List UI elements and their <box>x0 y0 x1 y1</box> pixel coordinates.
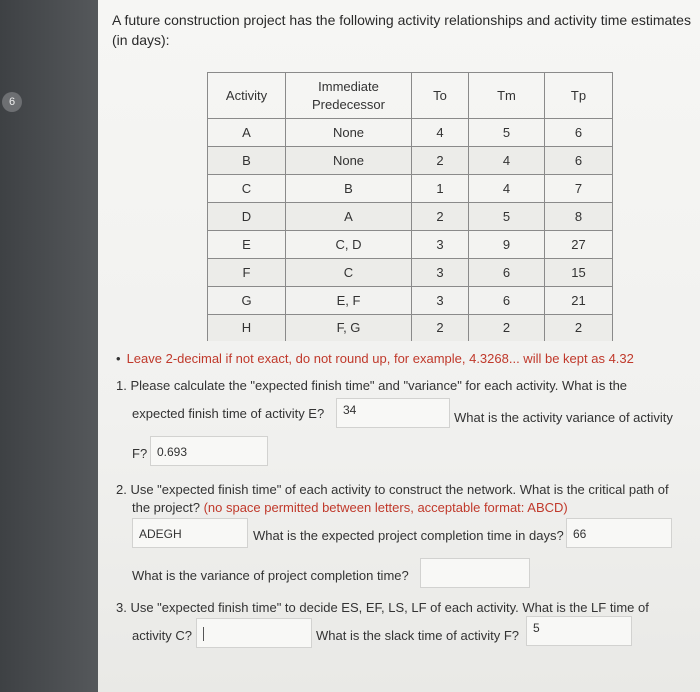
cell-predecessor: C, D <box>286 231 412 259</box>
cell-predecessor: A <box>286 203 412 231</box>
table-row <box>208 287 613 315</box>
cell-tp: 7 <box>545 175 613 203</box>
answer-e-input[interactable]: 34 <box>336 398 450 428</box>
header-tm: Tm <box>469 73 545 119</box>
answer-path-input[interactable]: ADEGH <box>132 518 248 548</box>
header-activity: Activity <box>208 73 286 119</box>
q3-slack-label: What is the slack time of activity F? <box>316 628 520 643</box>
cell-tp: 6 <box>545 147 613 175</box>
table-row <box>208 231 613 259</box>
cell-activity: H <box>208 315 286 341</box>
table-header-row <box>208 73 613 119</box>
cell-tm: 4 <box>469 175 545 203</box>
table-row <box>208 147 613 175</box>
note-text: Leave 2-decimal if not exact, do not round up, for example, 4.3268... will be kept as 4.32 <box>126 351 634 366</box>
bullet-dot: • <box>116 351 121 366</box>
cell-to: 3 <box>412 231 469 259</box>
cell-tm: 5 <box>469 119 545 147</box>
q1-e-label: expected finish time of activity E? <box>132 406 325 421</box>
q3-text: 3. Use "expected finish time" to decide ES, EF, LS, LF of each activity. What is the LF time of <box>116 600 649 615</box>
cell-activity: D <box>208 203 286 231</box>
cell-to: 1 <box>412 175 469 203</box>
q1-variance-label: What is the activity variance of activity <box>454 410 673 425</box>
cell-to: 2 <box>412 315 469 341</box>
cell-tp: 8 <box>545 203 613 231</box>
cell-tm: 6 <box>469 287 545 315</box>
table-row <box>208 175 613 203</box>
cell-predecessor: None <box>286 119 412 147</box>
table-row <box>208 259 613 287</box>
question-number-badge: 6 <box>2 92 22 112</box>
q2-line2: the project? (no space permitted between letters, acceptable format: ABCD) <box>132 500 568 515</box>
cell-activity: C <box>208 175 286 203</box>
table-row <box>208 119 613 147</box>
header-to: To <box>412 73 469 119</box>
cell-activity: E <box>208 231 286 259</box>
cell-activity: F <box>208 259 286 287</box>
activity-table <box>207 72 613 341</box>
cell-tp: 6 <box>545 119 613 147</box>
cell-to: 3 <box>412 259 469 287</box>
q1-f-label: F? <box>132 446 148 461</box>
rounding-note <box>116 351 634 366</box>
cell-predecessor: B <box>286 175 412 203</box>
cell-activity: A <box>208 119 286 147</box>
header-tp: Tp <box>545 73 613 119</box>
q2-variance-label: What is the variance of project completion time? <box>132 568 409 583</box>
text-cursor <box>203 627 204 641</box>
intro-text: A future construction project has the following activity relationships and activity time estimates (in days): <box>112 12 691 48</box>
answer-f-input[interactable]: 0.693 <box>150 436 268 466</box>
answer-variance-input[interactable] <box>420 558 530 588</box>
cell-tm: 4 <box>469 147 545 175</box>
cell-to: 2 <box>412 203 469 231</box>
cell-tm: 6 <box>469 259 545 287</box>
cell-tp: 2 <box>545 315 613 341</box>
cell-predecessor: E, F <box>286 287 412 315</box>
cell-predecessor: F, G <box>286 315 412 341</box>
cell-tp: 15 <box>545 259 613 287</box>
cell-to: 4 <box>412 119 469 147</box>
cell-activity: G <box>208 287 286 315</box>
cell-activity: B <box>208 147 286 175</box>
q2-completion-label: What is the expected project completion time in days? <box>253 528 564 543</box>
q1-text: 1. Please calculate the "expected finish time" and "variance" for each activity. What is the <box>116 378 628 393</box>
cell-predecessor: C <box>286 259 412 287</box>
answer-c-input[interactable] <box>196 618 312 648</box>
answer-slack-input[interactable]: 5 <box>526 616 632 646</box>
answer-completion-input[interactable]: 66 <box>566 518 672 548</box>
cell-tp: 27 <box>545 231 613 259</box>
q2-text: 2. Use "expected finish time" of each activity to construct the network. What is the critical path of <box>116 482 669 497</box>
cell-predecessor: None <box>286 147 412 175</box>
header-predecessor: Immediate Predecessor <box>286 73 412 119</box>
cell-to: 2 <box>412 147 469 175</box>
cell-tm: 2 <box>469 315 545 341</box>
q3-c-label: activity C? <box>132 628 192 643</box>
cell-tm: 5 <box>469 203 545 231</box>
cell-tm: 9 <box>469 231 545 259</box>
cell-to: 3 <box>412 287 469 315</box>
table-row <box>208 203 613 231</box>
table-row <box>208 315 613 341</box>
cell-tp: 21 <box>545 287 613 315</box>
